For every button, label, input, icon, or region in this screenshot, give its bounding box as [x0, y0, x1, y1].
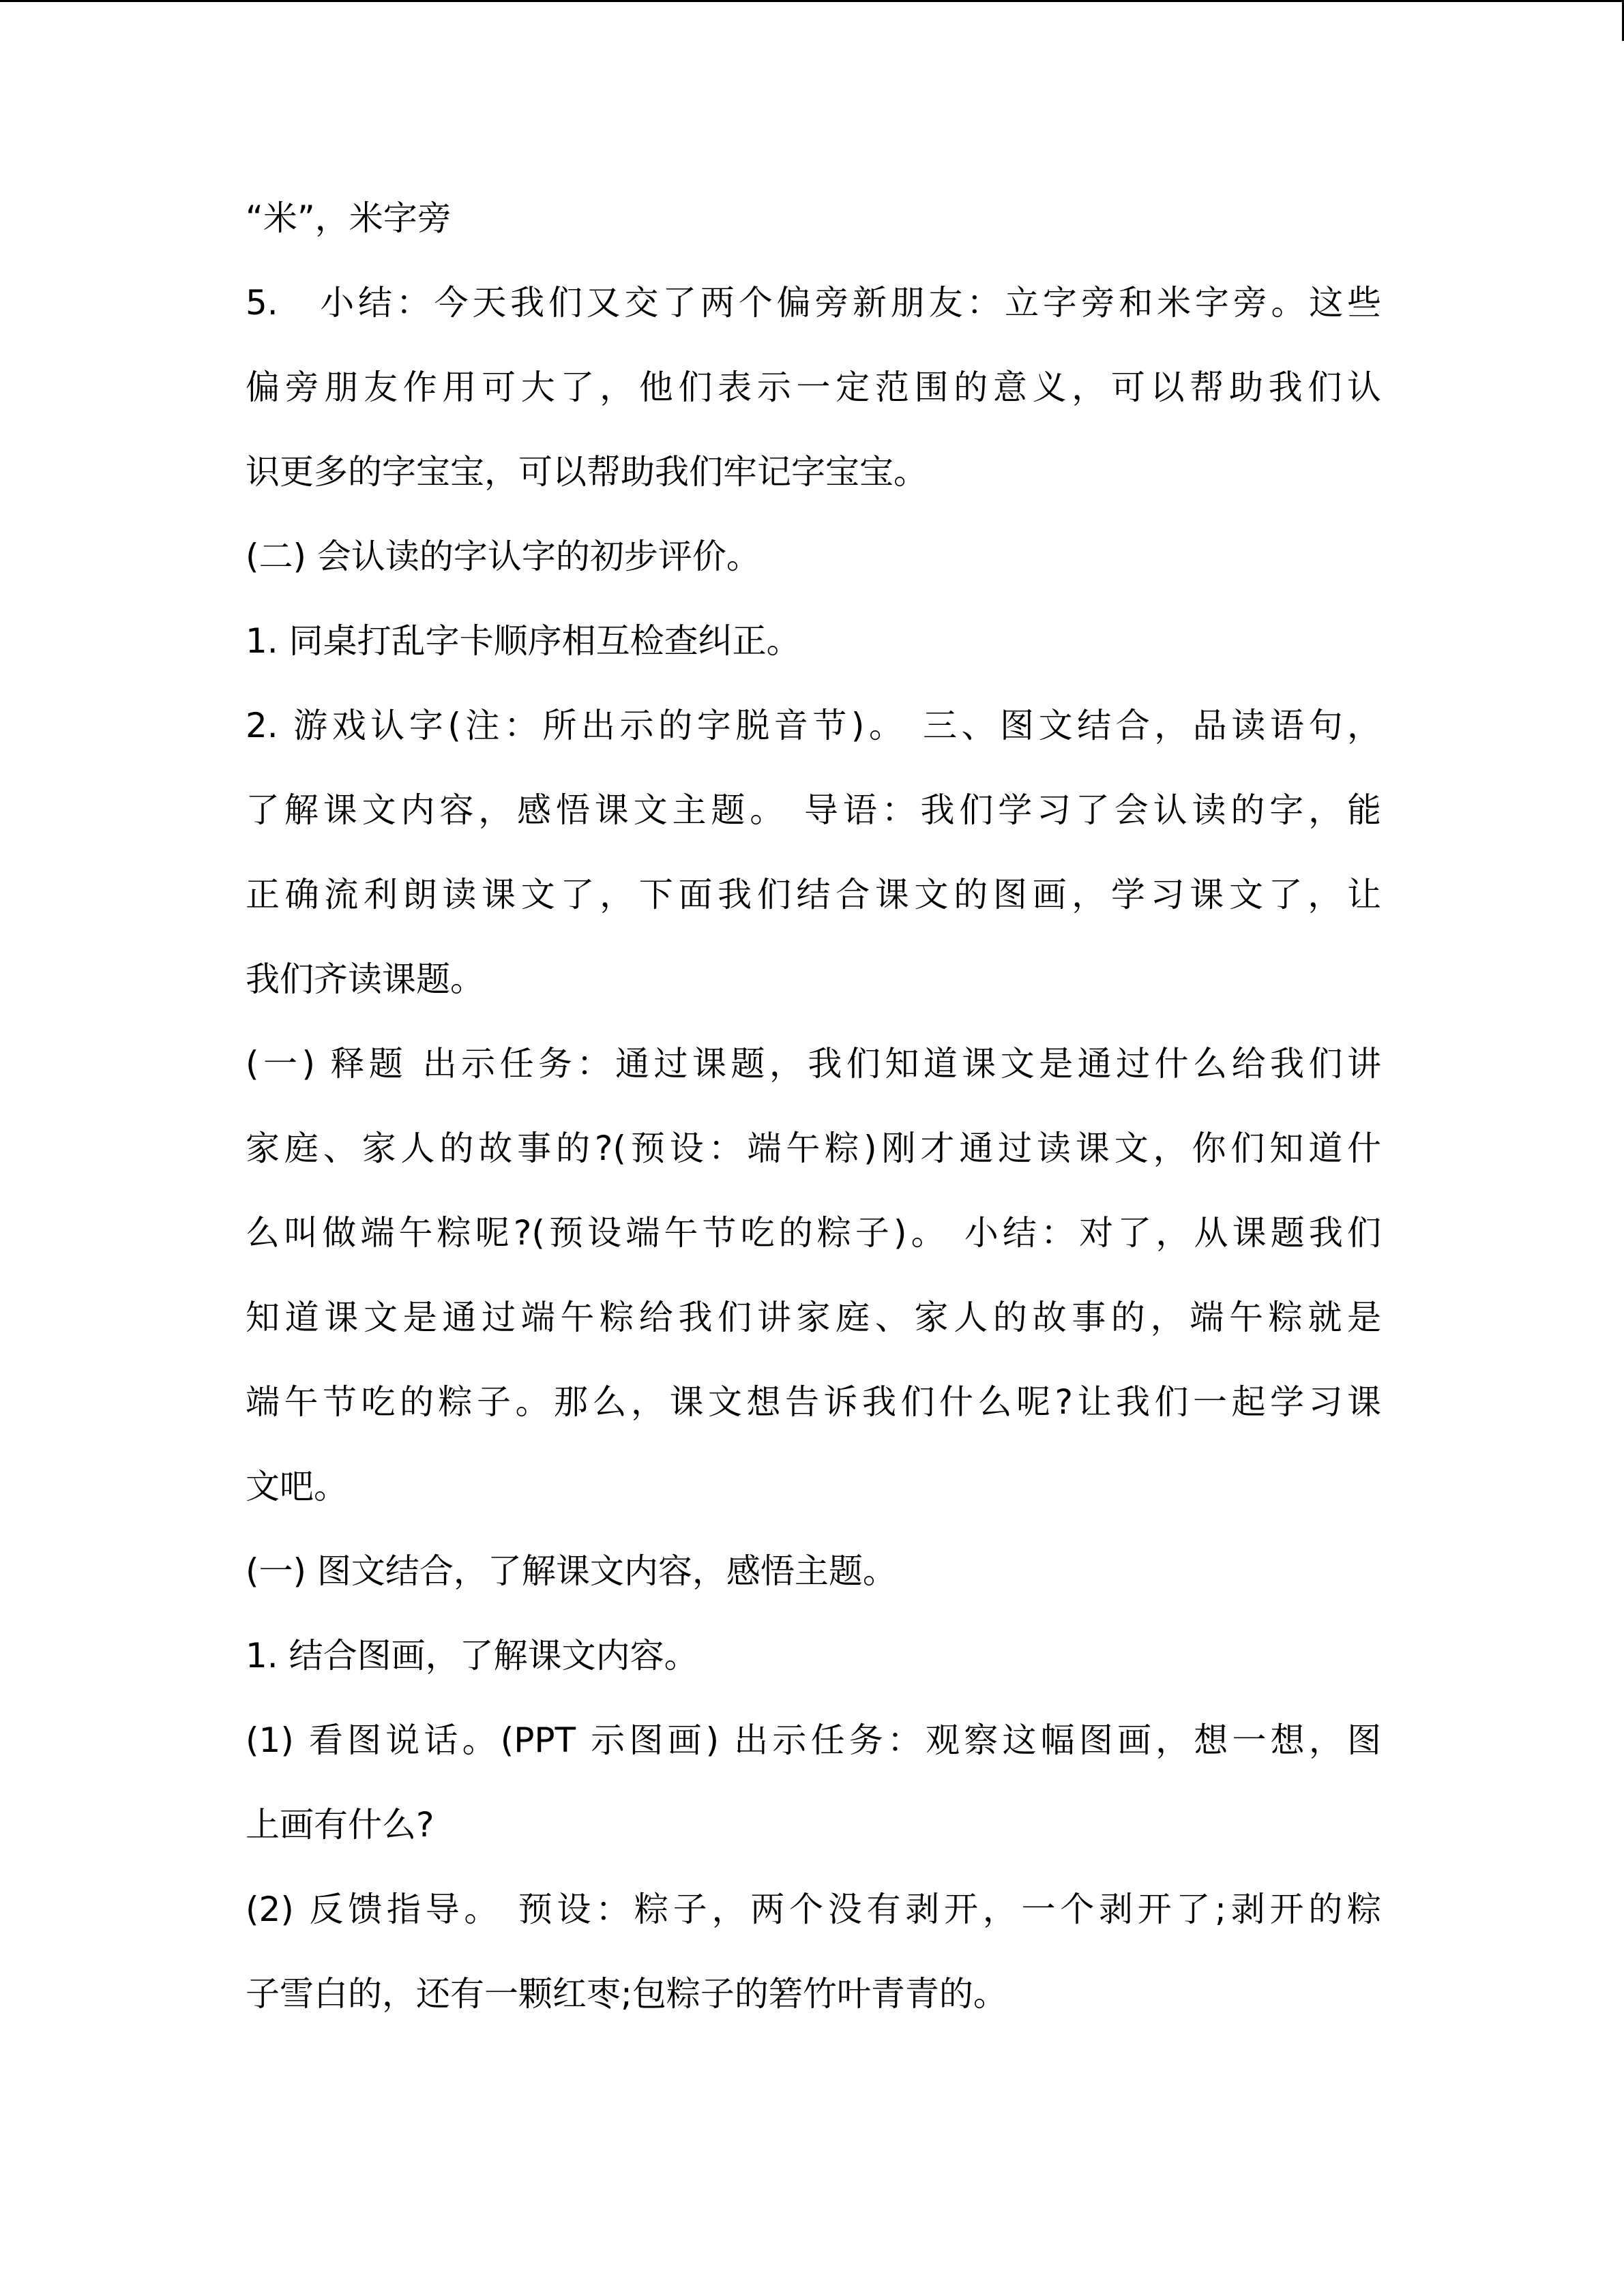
text-line: 偏旁朋友作用可大了，他们表示一定范围的意义，可以帮助我们认	[246, 368, 1381, 407]
text-line: (2) 反馈指导。 预设：粽子，两个没有剥开，一个剥开了;剥开的粽	[246, 1890, 1381, 1929]
text-line: 端午节吃的粽子。那么，课文想告诉我们什么呢?让我们一起学习课	[246, 1382, 1381, 1422]
text-line: 文吧。	[246, 1467, 348, 1506]
page-top-border	[0, 0, 1624, 2]
text-line: 正确流利朗读课文了，下面我们结合课文的图画，学习课文了，让	[246, 875, 1381, 914]
text-line: 1. 结合图画，了解课文内容。	[246, 1636, 698, 1675]
text-line: 上画有什么?	[246, 1805, 434, 1845]
text-line: (1) 看图说话。(PPT 示图画) 出示任务：观察这幅图画，想一想，图	[246, 1720, 1381, 1760]
text-line: 了解课文内容，感悟课文主题。 导语：我们学习了会认读的字，能	[246, 790, 1381, 830]
text-line: 知道课文是通过端午粽给我们讲家庭、家人的故事的，端午粽就是	[246, 1298, 1381, 1337]
text-line: (一) 释题 出示任务：通过课题，我们知道课文是通过什么给我们讲	[246, 1044, 1381, 1084]
text-line: 我们齐读课题。	[246, 959, 484, 999]
text-line: 2. 游戏认字(注：所出示的字脱音节)。 三、图文结合，品读语句，	[246, 706, 1381, 745]
text-line: 么叫做端午粽呢?(预设端午节吃的粽子)。 小结：对了，从课题我们	[246, 1213, 1381, 1253]
text-line: (二) 会认读的字认字的初步评价。	[246, 537, 761, 576]
text-line: “米”，米字旁	[246, 198, 452, 238]
text-line: 家庭、家人的故事的?(预设：端午粽)刚才通过读课文，你们知道什	[246, 1129, 1381, 1168]
text-line: 1. 同桌打乱字卡顺序相互检查纠正。	[246, 621, 801, 661]
text-line: 5. 小结：今天我们又交了两个偏旁新朋友：立字旁和米字旁。这些	[246, 283, 1381, 323]
text-line: (一) 图文结合，了解课文内容，感悟主题。	[246, 1551, 897, 1591]
text-line: 识更多的字宝宝，可以帮助我们牢记字宝宝。	[246, 452, 928, 492]
text-line: 子雪白的，还有一颗红枣;包粽子的箬竹叶青青的。	[246, 1974, 1007, 2014]
